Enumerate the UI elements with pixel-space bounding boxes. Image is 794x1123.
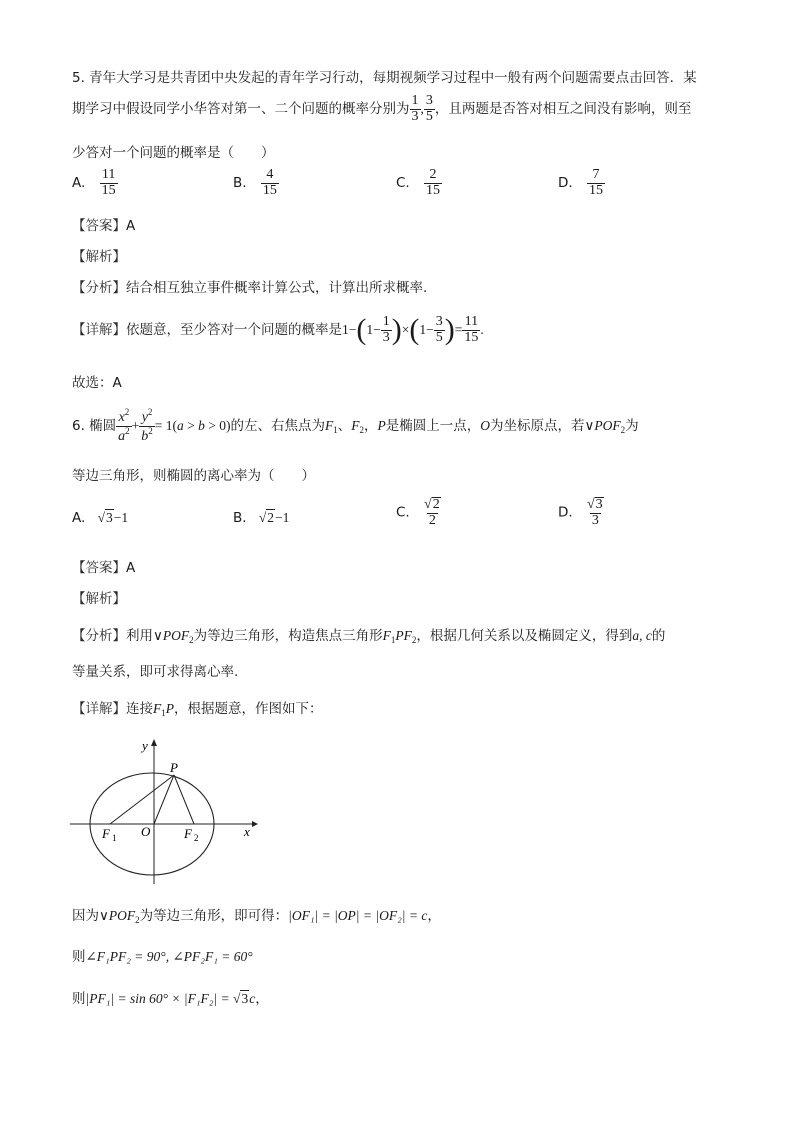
label-o: O	[141, 824, 151, 839]
q5-guxuan: 故选：A	[72, 375, 122, 391]
q5-option-c[interactable]: C. $\frac{2}{15}$	[396, 167, 441, 198]
q6-jiexi: 【解析】	[72, 591, 126, 607]
q5-line-2: 期学习中假设同学小华答对第一、二个问题的概率分别为 $\frac{1}{3}$ , $\frac{3}{5}$ ，且两题是否答对相互之间没有影响，则至	[72, 93, 692, 124]
label-f2-sub: 2	[194, 833, 199, 843]
q6-option-d[interactable]: D. $\frac{√3}{3}$	[558, 497, 603, 528]
q5-prob-1: $\frac{1}{3}$	[411, 93, 419, 124]
label-p: P	[170, 760, 178, 775]
q6-angles: 则∠F₁PF₂ = 90°, ∠PF₂F₁ = 60°	[72, 949, 253, 965]
q5-jiexi: 【解析】	[72, 249, 126, 265]
q5-xiangjie: 【详解】依题意，至少答对一个问题的概率是1−(1− $\frac{1}{3}$ )×(1− $\frac{3}{5}$ )= $\frac{11}{15}$ .	[72, 313, 484, 347]
q5-option-d[interactable]: D. $\frac{7}{15}$	[558, 167, 603, 198]
label-x: x	[244, 824, 250, 839]
label-f2: F	[184, 826, 192, 841]
q5-option-a[interactable]: A. $\frac{11}{15}$	[72, 167, 116, 198]
q5-line-1: 5. 青年大学习是共青团中央发起的青年学习行动，每期视频学习过程中一般有两个问题需要点击回答．某	[72, 70, 697, 86]
q6-answer: 【答案】A	[72, 560, 136, 576]
q5-prob-2: $\frac{3}{5}$	[425, 93, 433, 124]
q6-line-2: 等边三角形，则椭圆的离心率为（ ）	[72, 468, 315, 484]
ellipse-diagram	[66, 730, 266, 890]
q5-answer: 【答案】A	[72, 218, 136, 234]
q5-fenxi: 【分析】结合相互独立事件概率计算公式，计算出所求概率.	[72, 280, 428, 296]
q5-option-b[interactable]: B. $\frac{4}{15}$	[233, 167, 277, 198]
q5-line-2-text-a: 期学习中假设同学小华答对第一、二个问题的概率分别为	[72, 101, 410, 118]
label-y: y	[142, 738, 148, 753]
x-axis-arrow	[252, 821, 258, 827]
q5-line-3: 少答对一个问题的概率是（ ）	[72, 145, 275, 161]
q6-because: 因为$\vee POF_2$为等边三角形，即可得：|OF₁| = |OP| = |OF₂| = c，	[72, 908, 441, 925]
label-f1: F	[102, 826, 110, 841]
q5-line-2-text-b: ，且两题是否答对相互之间没有影响，则至	[434, 101, 692, 118]
q6-xiangjie: 【详解】连接$F_1P$，根据题意，作图如下：	[72, 701, 323, 718]
q6-option-c[interactable]: C. $\frac{√2}{2}$	[396, 497, 440, 528]
q6-line-1: 6. 椭圆 $\frac{x^2}{a^2}$ + $\frac{y^2}{b^2}$ = 1(a > b > 0)的左、右焦点为$F_1$、$F_2$，P是椭圆上一点，O为坐标原点，若$\vee POF_2$为	[72, 407, 639, 444]
q6-option-a[interactable]: A. √3−1	[72, 510, 129, 526]
label-f1-sub: 1	[112, 833, 117, 843]
y-axis-arrow	[151, 739, 157, 746]
q6-fenxi-line-2: 等量关系，即可求得离心率.	[72, 664, 239, 680]
q6-pf1: 则|PF₁| = sin 60° × |F₁F₂| = √3c，	[72, 991, 269, 1007]
segment-f2p	[174, 775, 194, 824]
q6-fenxi-line-1: 【分析】利用$\vee POF_2$为等边三角形，构造焦点三角形$F_1PF_2$，根据几何关系以及椭圆定义，得到a, c的	[72, 628, 666, 645]
q6-option-b[interactable]: B. √2−1	[233, 510, 290, 526]
